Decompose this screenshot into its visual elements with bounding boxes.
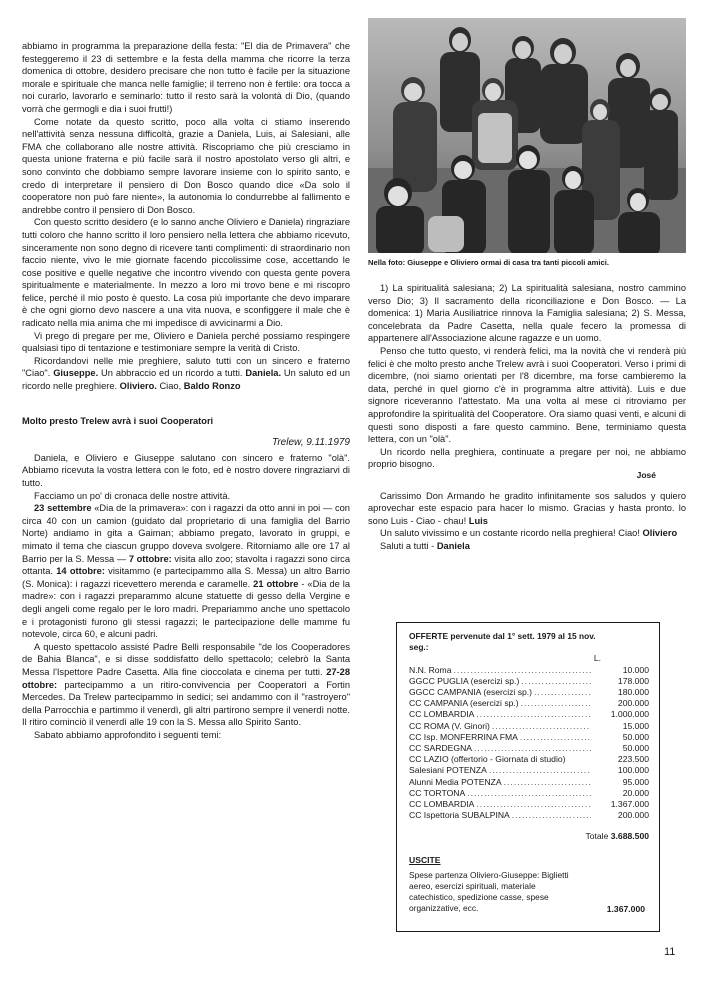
paragraph: Con questo scritto desidero (e lo sanno anche Oliviero e Daniela) ringraziare tutti coloro che hanno scritto il loro pensiero nella lettera che abbiamo ricevuto, sinceramente non sono degno di ricevere tanti complimenti: di straordinario non faccio niente, vivo le mie giornate facendo piccolissime cose, accettando le cose positive e quelle negative che incontro vivendo con questa gente povera spiritualmente e materialmente. In mezzo a loro mi trovo bene e mi riscopro felice, perché il mio posto è questo. La cosa più importante che devo imparare è che ogni giorno devo nascere a una vita nuova, e sconfiggere il male che è radicato nella mia anima che mi impedisce di avvicinarmi a Dio. <box>22 217 350 329</box>
paragraph: Daniela, e Oliviero e Giuseppe salutano con sincero e fraterno "olà". Abbiamo ricevuta la vostra lettera con le foto, ed è nostro dovere ringraziarvi di tutto. <box>22 452 350 488</box>
offerte-row: Salesiani POTENZA ..... 100.000 <box>409 765 649 776</box>
paragraph: Saluti a tutti - Daniela <box>380 540 470 551</box>
offerte-row: N.N. Roma ..... 10.000 <box>409 665 649 676</box>
signature-daniela: Daniela. <box>245 368 282 379</box>
offerte-row: CC ROMA (V. Ginori) ..... 15.000 <box>409 721 649 732</box>
paragraph: Come notate da questo scritto, poco alla volta ci stiamo inserendo nell'attività senza nessuna difficoltà, grazie a Daniela, Luis, ai Salesiani, alle FMA che collaborano alle nostre attività. Riscopriamo che più cresciamo in questa unione fraterna e più facile sarà il nostro apostolato verso gli altri, e sono convinto che dobbiamo sempre lavorare insieme con lo spirito santo, e credo di interpretare il pensiero di Don Bosco quando dice «Da solo il cooperatore non può fare niente», la autonomia lo condurrebbe al fallimento e andrebbe contro il pensiero di Don Bosco. <box>22 116 350 215</box>
paragraph-greetings: Ricordandovi nelle mie preghiere, saluto tutti con un sincero e fraterno "Ciao". Giuseppe. Un abbraccio ed un ricordo a tutti. Daniela. Un saluto ed un ricordo nelle preghiere. Oliviero. Ciao, Baldo Ronzo <box>22 355 350 392</box>
signature-daniela: Daniela <box>436 540 470 551</box>
group-photo <box>368 18 686 253</box>
offerte-total: Totale 3.688.500 <box>585 831 649 842</box>
offerte-row: CC LOMBARDIA ..... 1.000.000 <box>409 709 649 720</box>
photo-caption: Nella foto: Giuseppe e Oliviero ormai di casa tra tanti piccoli amici. <box>368 258 609 267</box>
section-heading: Molto presto Trelew avrà i suoi Cooperatori <box>22 415 214 426</box>
paragraph: 1) La spiritualità salesiana; 2) La spiritualità salesiana, nostro cammino verso Dio; 3) Il sacramento della riconciliazione e Don Bosco. — La domenica: 1) Maria Ausiliatrice rinnova la Famiglia salesiana; 2) S. Messa, concelebrata da Padre Casetta, nella quale fecero la promessa di appartenere all'Associazione alcune ragazze e un uomo. <box>368 283 686 344</box>
offerte-subtitle: seg.: <box>409 642 429 653</box>
offerte-row: CC Ispettoria SUBALPINA ..... 200.000 <box>409 810 649 821</box>
offerte-row: CC CAMPANIA (esercizi sp.) ..... 200.000 <box>409 698 649 709</box>
signature-giuseppe: Giuseppe. <box>53 368 99 379</box>
signature-oliviero: Oliviero <box>642 528 678 539</box>
signature-baldo-ronzo: Baldo Ronzo <box>183 381 241 392</box>
paragraph: Facciamo un po' di cronaca delle nostre attività. <box>34 490 231 501</box>
offerte-title: OFFERTE pervenute dal 1° sett. 1979 al 15 nov. <box>409 631 596 641</box>
uscite-title: USCITE <box>409 854 441 865</box>
offerte-row: CC SARDEGNA ..... 50.000 <box>409 743 649 754</box>
offerte-row: CC TORTONA ..... 20.000 <box>409 788 649 799</box>
paragraph: Un ricordo nella preghiera, continuate a pregare per noi, ne abbiamo proprio bisogno. <box>368 446 686 470</box>
dateline: Trelew, 9.11.1979 <box>271 437 350 449</box>
offerte-row: CC LAZIO (offertorio - Giornata di studio) 223.500 <box>409 754 649 765</box>
paragraph: Penso che tutto questo, vi renderà felici, ma la novità che vi renderà più felici è che molto presto anche Trelew avrà i suoi Cooperatori. Verso i primi di dicembre, (noi siamo orientati per l'8 dicembre, ma forse cambieremo la data, perché in quel giorno c'è in programma altre attività). Luis e due signore riceveranno l'attestato. Ma una volta al mese ci ritroviamo per approfondire la spiritualità del Cooperatore. Ora siamo quasi venti, e alcuni di questi sono disposti a fare questo cammino. Bene, terminiamo questa lettera, con un "olà". <box>368 345 686 445</box>
offerte-row: CC LOMBARDIA ..... 1.367.000 <box>409 799 649 810</box>
left-column <box>22 40 350 741</box>
paragraph: Vi prego di pregare per me, Oliviero e Daniela perché possiamo respingere qualsiasi tipo di tentazione e testimoniare sempre la verità di Cristo. <box>22 330 350 354</box>
offerte-box <box>396 622 660 932</box>
offerte-row: GGCC PUGLIA (esercizi sp.) ..... 178.000 <box>409 676 649 687</box>
paragraph-spanish: Carissimo Don Armando he gradito infinitamente sos saludos y quiero aprovechar este espacio para hacer lo mismo. Gracias y hasta pronto. lo sono Luis - Ciao - chau! Luis <box>368 490 686 526</box>
paragraph: abbiamo in programma la preparazione della festa: "El dia de Primavera" che festeggeremo il 23 di settembre e la festa della mamma che ricorre la terza domenica di ottobre, desidero precisare che non tutto è facile per la situazione morale e spirituale che manca nelle famiglie; il terreno non è fertile: ora tocca a noi curarlo, lavorarlo e seminarlo: tutto il resto sarà la volontà di Dio, (quando vorrà che germogli e dia i suoi frutti!) <box>22 41 350 114</box>
paragraph: Sabato abbiamo approfondito i seguenti temi: <box>34 729 222 740</box>
currency-unit: L. <box>593 653 601 664</box>
paragraph-chronicle: A questo spettacolo assisté Padre Belli responsabile "de los Cooperadores de Bahia Blanca", e si disse soddisfatto dello spettacolo; celebrò la Santa Messa l'Ispettore Padre Casetta. Alla fine cioccolata e cinema per tutti. 27-28 ottobre: partecipammo a un ritiro-convivencia per Cooperatori a Fortin Mercedes. Da Trelew partecipammo in sedici; sei andammo con il "rastroyero" della Parrocchia e partimmo il venerdì, gli altri partirono sempre il venerdì notte. Il ritiro cominciò il venerdì alle 19 con la S. Messa allo Spirito Santo. <box>22 641 350 728</box>
right-column <box>368 282 686 552</box>
signature-oliviero: Oliviero. <box>119 381 157 392</box>
uscite-text: Spese partenza Oliviero-Giuseppe: Biglietti aereo, esercizi spirituali, materiale catechistico, spedizione casse, spese organizzative, ecc. <box>409 869 569 913</box>
paragraph: Un saluto vivissimo e un costante ricordo nella preghiera! Ciao! Oliviero <box>380 528 678 539</box>
offerte-row: CC Isp. MONFERRINA FMA ..... 50.000 <box>409 732 649 743</box>
signature-luis: Luis <box>468 515 488 526</box>
uscite-amount: 1.367.000 <box>606 903 645 914</box>
offerte-row: GGCC CAMPANIA (esercizi sp.) ..... 180.000 <box>409 687 649 698</box>
page-number: 11 <box>664 946 676 958</box>
paragraph-chronicle: 23 settembre «Dia de la primavera»: con i ragazzi da otto anni in poi — con circa 40 con un camion (guidato dal proprietario di una famiglia del Barrio Norte) andiamo in gita a Gaiman; abbiamo pregato, lavorato in gruppi, e mimato il tema che ciascun gruppo doveva svolgere. Ritorniamo alle ore 17 al Barrio per la S. Messa — 7 ottobre: visita allo zoo; stavolta i ragazzi sono circa ottanta. 14 ottobre: visitammo (e partecipammo alla S. Messa) un altro Barrio (S. Monica): i ragazzi ricevettero merenda e caramelle. 21 ottobre - «Dia de la madre»: con i ragazzi preparammo alcune statuette di gesso della Vergine e degli angeli come regalo per le loro madri. Prepariammo anche uno spettacolo e i protagonisti furono gli stessi ragazzi; le partecipazione delle mamme fu notevole, circa 60, e alcuni padri. <box>22 503 350 640</box>
signature-jose: José <box>636 469 656 480</box>
offerte-row: Alunni Media POTENZA ..... 95.000 <box>409 777 649 788</box>
